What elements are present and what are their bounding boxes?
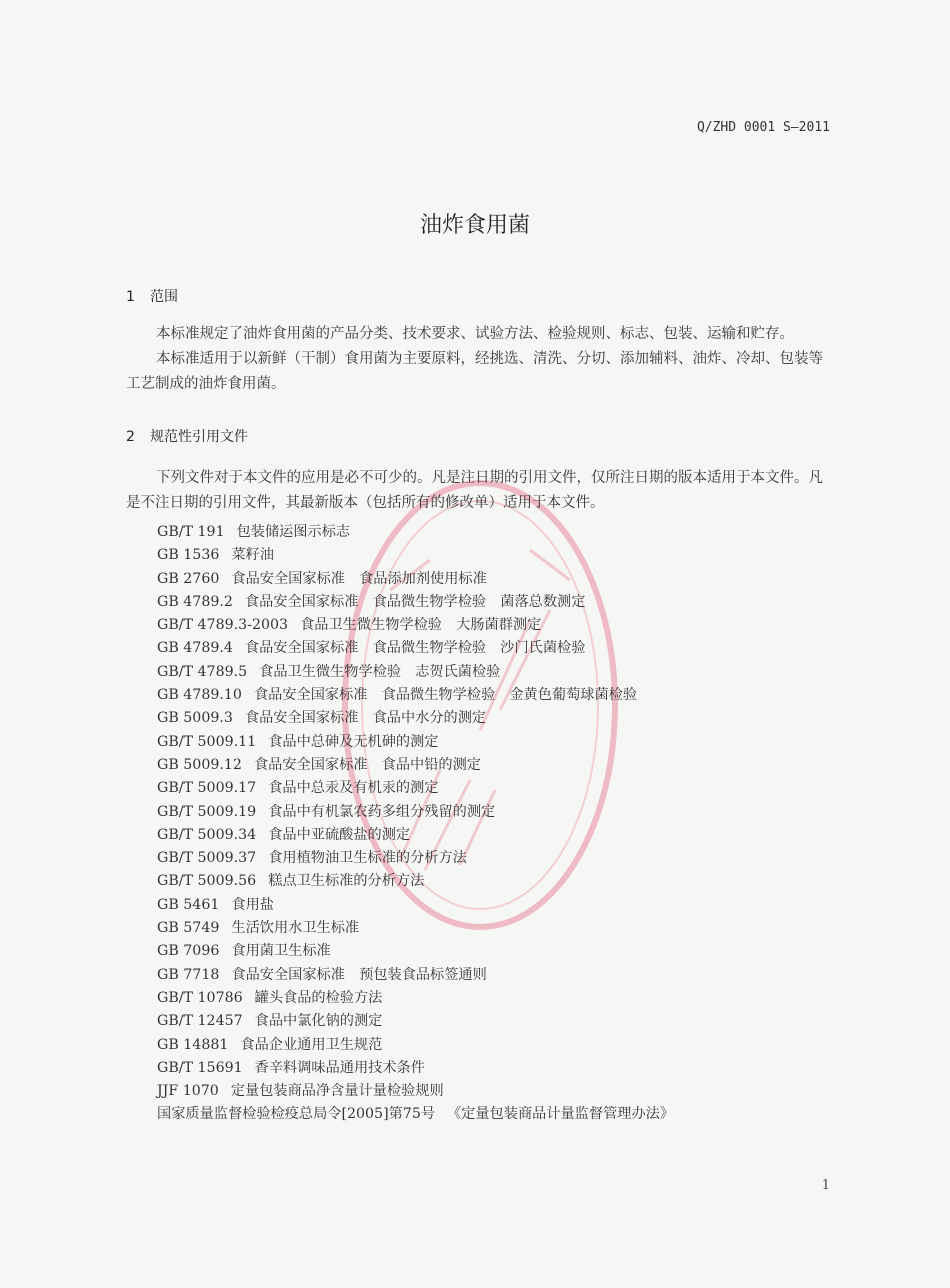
reference-list bbox=[157, 521, 674, 1127]
reference-code: GB 7096 bbox=[157, 943, 220, 960]
section-number: 1 bbox=[126, 289, 135, 305]
reference-item bbox=[157, 661, 674, 684]
reference-title: 食用菌卫生标准 bbox=[231, 943, 331, 960]
reference-title: 食品安全国家标准 预包装食品标签通则 bbox=[231, 966, 487, 983]
reference-title: 食品安全国家标准 食品微生物学检验 菌落总数测定 bbox=[244, 593, 586, 610]
reference-code: GB/T 10786 bbox=[157, 989, 243, 1006]
reference-title: 食品安全国家标准 食品添加剂使用标准 bbox=[231, 570, 487, 587]
reference-code: GB 5009.12 bbox=[157, 756, 242, 773]
reference-title: 罐头食品的检验方法 bbox=[254, 989, 383, 1006]
reference-code: GB 4789.4 bbox=[157, 640, 233, 657]
reference-item bbox=[157, 777, 674, 800]
reference-item bbox=[157, 1057, 674, 1080]
reference-title: 食品中总汞及有机汞的测定 bbox=[268, 780, 439, 797]
reference-title: 食品中有机氯农药多组分残留的测定 bbox=[268, 803, 496, 820]
reference-title: 食品卫生微生物学检验 大肠菌群测定 bbox=[300, 617, 542, 634]
reference-code: GB 2760 bbox=[157, 570, 220, 587]
reference-code: JJF 1070 bbox=[157, 1083, 219, 1100]
reference-code: GB 4789.10 bbox=[157, 687, 242, 704]
reference-code: GB/T 4789.3-2003 bbox=[157, 617, 289, 634]
reference-code: GB/T 12457 bbox=[157, 1013, 243, 1030]
reference-item bbox=[157, 1103, 674, 1126]
reference-title: 食品中氯化钠的测定 bbox=[254, 1013, 383, 1030]
reference-title: 食品安全国家标准 食品微生物学检验 金黄色葡萄球菌检验 bbox=[253, 687, 638, 704]
reference-code: GB 7718 bbox=[157, 966, 220, 983]
section-title: 范围 bbox=[150, 289, 178, 305]
reference-item bbox=[157, 591, 674, 614]
section-heading-scope bbox=[126, 286, 178, 306]
reference-item bbox=[157, 637, 674, 660]
reference-code: GB/T 5009.56 bbox=[157, 873, 257, 890]
scope-paragraph-1: 本标准规定了油炸食用菌的产品分类、技术要求、试验方法、检验规则、标志、包装、运输和贮存。 bbox=[156, 326, 794, 342]
reference-title: 食用植物油卫生标准的分析方法 bbox=[268, 850, 467, 867]
reference-code: GB 1536 bbox=[157, 547, 220, 564]
reference-title: 食品安全国家标准 食品中铅的测定 bbox=[253, 756, 481, 773]
reference-code: GB/T 5009.34 bbox=[157, 826, 257, 843]
document-title: 油炸食用菌 bbox=[419, 213, 530, 238]
reference-item bbox=[157, 987, 674, 1010]
reference-code: GB 4789.2 bbox=[157, 593, 233, 610]
reference-item bbox=[157, 917, 674, 940]
reference-item bbox=[157, 707, 674, 730]
reference-title: 包装储运图示标志 bbox=[236, 524, 351, 540]
reference-title: 食品卫生微生物学检验 志贺氏菌检验 bbox=[259, 663, 501, 680]
reference-code: GB/T 191 bbox=[157, 524, 225, 540]
reference-code: GB/T 15691 bbox=[157, 1059, 243, 1076]
references-intro-paragraph: 下列文件对于本文件的应用是必不可少的。凡是注日期的引用文件，仅所注日期的版本适用于本文件。凡是不注日期的引用文件，其最新版本（包括所有的修改单）适用于本文件。 bbox=[126, 470, 823, 511]
reference-item bbox=[157, 568, 674, 591]
reference-item bbox=[157, 614, 674, 637]
reference-code: GB 5461 bbox=[157, 896, 220, 913]
reference-title: 定量包装商品净含量计量检验规则 bbox=[230, 1083, 444, 1100]
reference-title: 香辛料调味品通用技术条件 bbox=[254, 1059, 425, 1076]
section-heading-normative-references bbox=[126, 426, 248, 446]
reference-item bbox=[157, 544, 674, 567]
reference-item bbox=[157, 940, 674, 963]
section-title: 规范性引用文件 bbox=[150, 429, 248, 445]
document-code: Q/ZHD 0001 S—2011 bbox=[696, 120, 830, 135]
reference-item bbox=[157, 801, 674, 824]
reference-code: GB/T 4789.5 bbox=[157, 663, 248, 680]
reference-item bbox=[157, 684, 674, 707]
reference-title: 《定量包装商品计量监督管理办法》 bbox=[447, 1106, 675, 1123]
section-number: 2 bbox=[126, 429, 135, 445]
reference-code: GB 14881 bbox=[157, 1036, 229, 1053]
reference-title: 食品安全国家标准 食品微生物学检验 沙门氏菌检验 bbox=[244, 640, 586, 657]
reference-code: GB/T 5009.11 bbox=[157, 733, 257, 750]
reference-item bbox=[157, 754, 674, 777]
reference-title: 食品中亚硫酸盐的测定 bbox=[268, 826, 411, 843]
reference-code: 国家质量监督检验检疫总局令[2005]第75号 bbox=[157, 1106, 436, 1123]
reference-code: GB/T 5009.17 bbox=[157, 780, 257, 797]
reference-title: 食品企业通用卫生规范 bbox=[240, 1036, 383, 1053]
reference-code: GB/T 5009.19 bbox=[157, 803, 257, 820]
reference-item bbox=[157, 964, 674, 987]
reference-item bbox=[157, 894, 674, 917]
scope-paragraph-2: 本标准适用于以新鲜（干制）食用菌为主要原料，经挑选、清洗、分切、添加辅料、油炸、冷却、包装等工艺制成的油炸食用菌。 bbox=[126, 351, 823, 392]
reference-item bbox=[157, 1080, 674, 1103]
reference-item bbox=[157, 870, 674, 893]
reference-title: 生活饮用水卫生标准 bbox=[231, 920, 360, 937]
reference-code: GB 5749 bbox=[157, 920, 220, 937]
reference-title: 食用盐 bbox=[231, 896, 274, 913]
reference-title: 食品中总砷及无机砷的测定 bbox=[268, 733, 439, 750]
reference-code: GB 5009.3 bbox=[157, 710, 233, 727]
reference-title: 菜籽油 bbox=[231, 547, 274, 564]
reference-item bbox=[157, 521, 674, 544]
reference-title: 食品安全国家标准 食品中水分的测定 bbox=[244, 710, 487, 727]
reference-code: GB/T 5009.37 bbox=[157, 850, 257, 867]
reference-item bbox=[157, 824, 674, 847]
reference-item bbox=[157, 731, 674, 754]
reference-item bbox=[157, 1034, 674, 1057]
page-number: 1 bbox=[821, 1178, 830, 1193]
reference-title: 糕点卫生标准的分析方法 bbox=[268, 873, 425, 890]
reference-item bbox=[157, 847, 674, 870]
reference-item bbox=[157, 1010, 674, 1033]
